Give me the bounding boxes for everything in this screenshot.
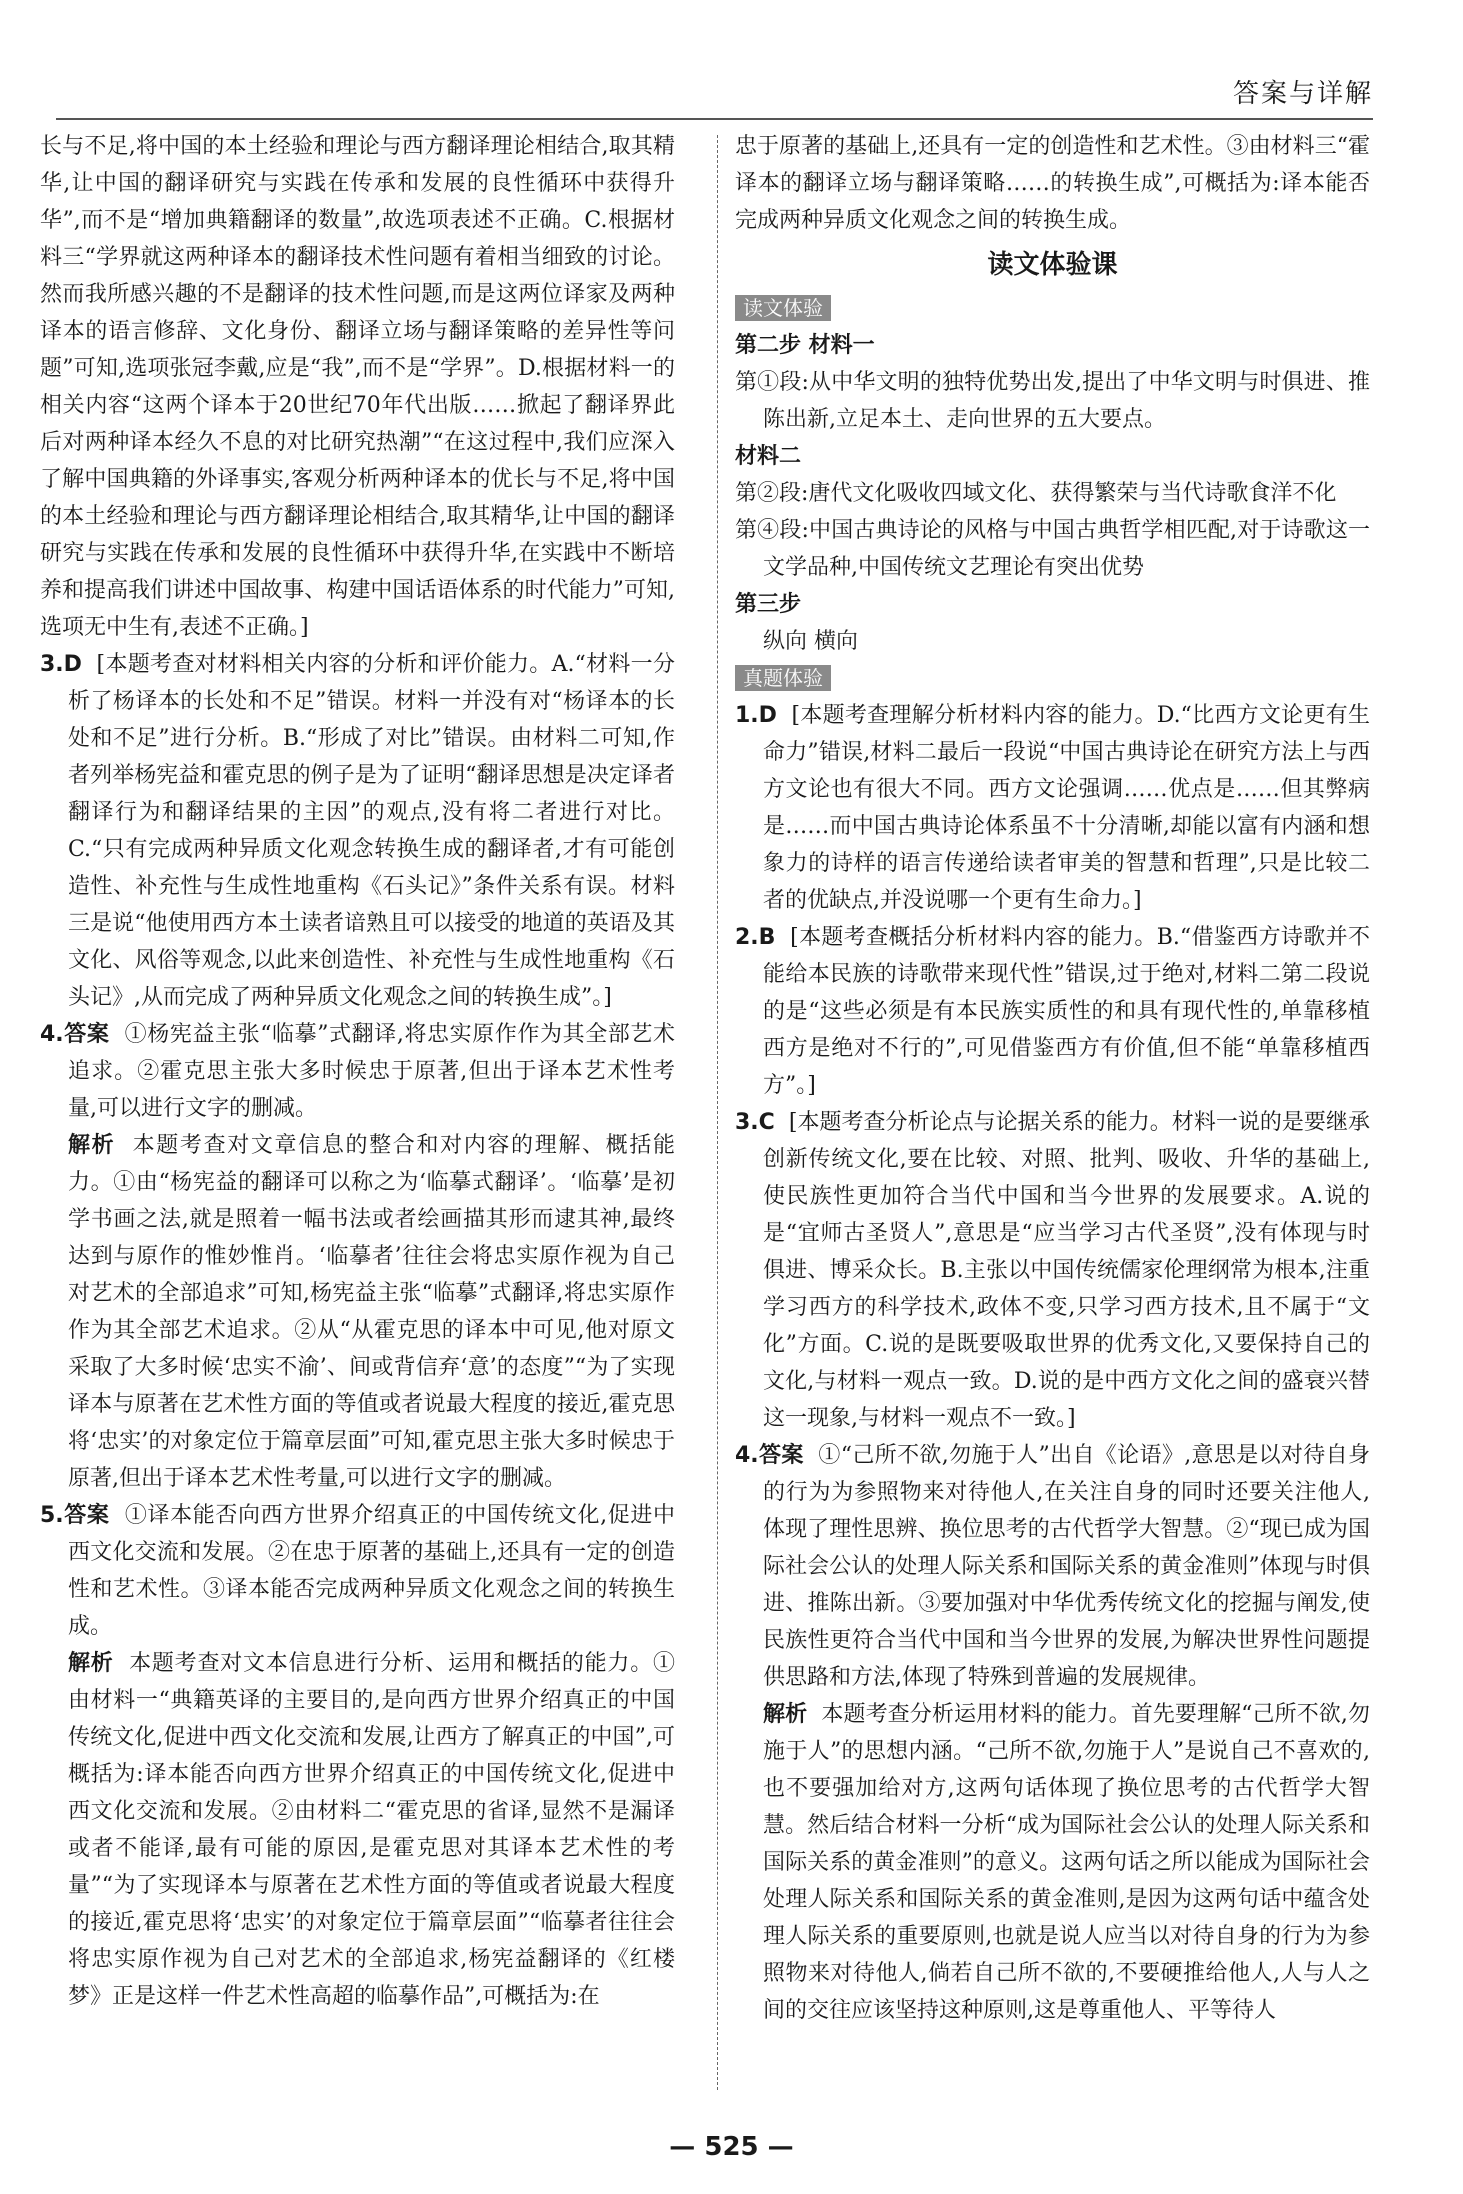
real-question-4-answer — [735, 1437, 1370, 1696]
question-5-answer — [40, 1497, 675, 1645]
real-question-1-number: 1.D — [735, 703, 777, 728]
real-question-4-number: 4. — [735, 1443, 759, 1468]
step-2-para-4: 第④段:中国古典诗论的风格与中国古典哲学相匹配,对于诗歌这一文学品种,中国传统文艺理论有突出优势 — [735, 518, 1370, 580]
question-3-number: 3.D — [40, 652, 82, 677]
real-question-3 — [735, 1104, 1370, 1437]
real-question-1 — [735, 697, 1370, 919]
header-title: 答案与详解 — [1232, 79, 1373, 109]
tag-real-exam: 真题体验 — [735, 665, 831, 691]
question-4-analysis-label: 解析 — [68, 1133, 116, 1158]
question-5-answer-text: ①译本能否向西方世界介绍真正的中国传统文化,促进中西文化交流和发展。②在忠于原著的基础上,还具有一定的创造性和艺术性。③译本能否完成两种异质文化观念之间的转换生成。 — [68, 1503, 675, 1639]
page-header — [56, 78, 1373, 120]
question-5-answer-label: 答案 — [63, 1503, 110, 1528]
question-5-number: 5. — [40, 1503, 64, 1528]
real-question-4-answer-label: 答案 — [758, 1443, 804, 1468]
question-4-answer-text: ①杨宪益主张“临摹”式翻译,将忠实原作作为其全部艺术追求。②霍克思主张大多时候忠于原著,但出于译本艺术性考量,可以进行文字的删减。 — [68, 1022, 675, 1121]
right-paragraph-0: 忠于原著的基础上,还具有一定的创造性和艺术性。③由材料三“霍译本的翻译立场与翻译策略……的转换生成”,可概括为:译本能否完成两种异质文化观念之间的转换生成。 — [735, 134, 1370, 233]
real-question-4-analysis-text: 本题考查分析运用材料的能力。首先要理解“己所不欲,勿施于人”的思想内涵。“己所不欲,勿施于人”是说自己不喜欢的,也不要强加给对方,这两句话体现了换位思考的古代哲学大智慧。然后结合材料一分析“成为国际社会公认的处理人际关系和国际关系的黄金准则”的意义。这两句话之所以能成为国际社会处理人际关系和国际关系的黄金准则,是因为这两句话中蕴含处理人际关系的重要原则,也就是说人应当以对待自身的行为为参照物来对待他人,倘若自己所不欲的,不要硬推给他人,人与人之间的交往应该坚持这种原则,这是尊重他人、平等待人 — [763, 1702, 1370, 2023]
question-4-number: 4. — [40, 1022, 64, 1047]
question-3-text: [本题考查对材料相关内容的分析和评价能力。A.“材料一分析了杨译本的长处和不足”错误。材料一并没有对“杨译本的长处和不足”进行分析。B.“形成了对比”错误。由材料二可知,作者列举杨宪益和霍克思的例子是为了证明“翻译思想是决定译者翻译行为和翻译结果的主因”的观点,没有将二者进行对比。C.“只有完成两种异质文化观念转换生成的翻译者,才有可能创造性、补充性与生成性地重构《石头记》”条件关系有误。材料三是说“他使用西方本土读者谙熟且可以接受的地道的英语及其文化、风俗等观念,以此来创造性、补充性与生成性地重构《石头记》,从而完成了两种异质文化观念之间的转换生成”。] — [68, 652, 675, 1010]
step-3-heading: 第三步 — [735, 592, 802, 617]
step-2-para-1: 第①段:从中华文明的独特优势出发,提出了中华文明与时俱进、推陈出新,立足本土、走向世界的五大要点。 — [735, 370, 1370, 432]
material-2-heading: 材料二 — [735, 444, 802, 469]
question-5-analysis-label: 解析 — [68, 1651, 114, 1676]
tag-reading-experience: 读文体验 — [735, 295, 831, 321]
left-column — [40, 128, 675, 2015]
section-title: 读文体验课 — [987, 250, 1118, 280]
question-4-analysis-text: 本题考查对文章信息的整合和对内容的理解、概括能力。①由“杨宪益的翻译可以称之为‘临摹式翻译’。‘临摹’是初学书画之法,就是照着一幅书法或者绘画描其形而逮其神,最终达到与原作的惟妙惟肖。‘临摹者’往往会将忠实原作视为自己对艺术的全部追求”可知,杨宪益主张“临摹”式翻译,将忠实原作作为其全部艺术追求。②从“从霍克思的译本中可见,他对原文采取了大多时候‘忠实不渝’、间或背信弃‘意’的态度”“为了实现译本与原著在艺术性方面的等值或者说最大程度的接近,霍克思将‘忠实’的对象定位于篇章层面”可知,霍克思主张大多时候忠于原著,但出于译本艺术性考量,可以进行文字的删减。 — [68, 1133, 675, 1491]
real-question-2 — [735, 919, 1370, 1104]
page-number: — 525 — — [669, 2132, 794, 2162]
question-4-answer — [40, 1016, 675, 1127]
question-5-analysis-text: 本题考查对文本信息进行分析、运用和概括的能力。①由材料一“典籍英译的主要目的,是向西方世界介绍真正的中国传统文化,促进中西文化交流和发展,让西方了解真正的中国”,可概括为:译本能否向西方世界介绍真正的中国传统文化,促进中西文化交流和发展。②由材料二“霍克思的省译,显然不是漏译或者不能译,最有可能的原因,是霍克思对其译本艺术性的考量”“为了实现译本与原著在艺术性方面的等值或者说最大程度的接近,霍克思将‘忠实’的对象定位于篇章层面”“临摹者往往会将忠实原作视为自己对艺术的全部追求,杨宪益翻译的《红楼梦》正是这样一件艺术性高超的临摹作品”,可概括为:在 — [68, 1651, 675, 2009]
step-2-para-2: 第②段:唐代文化吸收四域文化、获得繁荣与当代诗歌食洋不化 — [735, 481, 1337, 506]
step-2-heading: 第二步 材料一 — [735, 333, 875, 358]
question-3 — [40, 646, 675, 1016]
real-question-4-analysis — [735, 1696, 1370, 2029]
step-3-content: 纵向 横向 — [763, 629, 858, 654]
real-question-4-analysis-label: 解析 — [763, 1702, 808, 1727]
real-question-2-number: 2.B — [735, 925, 776, 950]
question-4-analysis — [40, 1127, 675, 1497]
left-paragraph-0: 长与不足,将中国的本土经验和理论与西方翻译理论相结合,取其精华,让中国的翻译研究与实践在传承和发展的良性循环中获得升华”,而不是“增加典籍翻译的数量”,故选项表述不正确。C.根据材料三“学界就这两种译本的翻译技术性问题有着相当细致的讨论。然而我所感兴趣的不是翻译的技术性问题,而是这两位译家及两种译本的语言修辞、文化身份、翻译立场与翻译策略的差异性等问题”可知,选项张冠李戴,应是“我”,而不是“学界”。D.根据材料一的相关内容“这两个译本于20世纪70年代出版……掀起了翻译界此后对两种译本经久不息的对比研究热潮”“在这过程中,我们应深入了解中国典籍的外译事实,客观分析两种译本的优长与不足,将中国的本土经验和理论与西方翻译理论相结合,取其精华,让中国的翻译研究与实践在传承和发展的良性循环中获得升华,在实践中不断培养和提高我们讲述中国故事、构建中国话语体系的时代能力”可知,选项无中生有,表述不正确。] — [40, 134, 675, 640]
column-divider — [717, 135, 718, 2090]
real-question-2-text: [本题考查概括分析材料内容的能力。B.“借鉴西方诗歌并不能给本民族的诗歌带来现代性”错误,过于绝对,材料二第二段说的是“这些必须是有本民族实质性的和具有现代性的,单靠移植西方是绝对不行的”,可见借鉴西方有价值,但不能“单靠移植西方”。] — [763, 925, 1370, 1098]
real-question-1-text: [本题考查理解分析材料内容的能力。D.“比西方文论更有生命力”错误,材料二最后一段说“中国古典诗论在研究方法上与西方文论也有很大不同。西方文论强调……优点是……但其弊病是……而中国古典诗论体系虽不十分清晰,却能以富有内涵和想象力的诗样的语言传递给读者审美的智慧和哲理”,只是比较二者的优缺点,并没说哪一个更有生命力。] — [763, 703, 1370, 913]
question-4-answer-label: 答案 — [63, 1022, 110, 1047]
real-question-3-number: 3.C — [735, 1110, 775, 1135]
real-question-4-answer-text: ①“己所不欲,勿施于人”出自《论语》,意思是以对待自身的行为为参照物来对待他人,在关注自身的同时还要关注他人,体现了理性思辨、换位思考的古代哲学大智慧。②“现已成为国际社会公认的处理人际关系和国际关系的黄金准则”体现与时俱进、推陈出新。③要加强对中华优秀传统文化的挖掘与阐发,使民族性更符合当代中国和当今世界的发展,为解决世界性问题提供思路和方法,体现了特殊到普遍的发展规律。 — [763, 1443, 1370, 1690]
question-5-analysis — [40, 1645, 675, 2015]
real-question-3-text: [本题考查分析论点与论据关系的能力。材料一说的是要继承创新传统文化,要在比较、对照、批判、吸收、升华的基础上,使民族性更加符合当代中国和当今世界的发展要求。A.说的是“宜师古圣贤人”,意思是“应当学习古代圣贤”,没有体现与时俱进、博采众长。B.主张以中国传统儒家伦理纲常为根本,注重学习西方的科学技术,政体不变,只学习西方技术,且不属于“文化”方面。C.说的是既要吸取世界的优秀文化,又要保持自己的文化,与材料一观点一致。D.说的是中西方文化之间的盛衰兴替这一现象,与材料一观点不一致。] — [763, 1110, 1370, 1431]
right-column — [735, 128, 1370, 2029]
